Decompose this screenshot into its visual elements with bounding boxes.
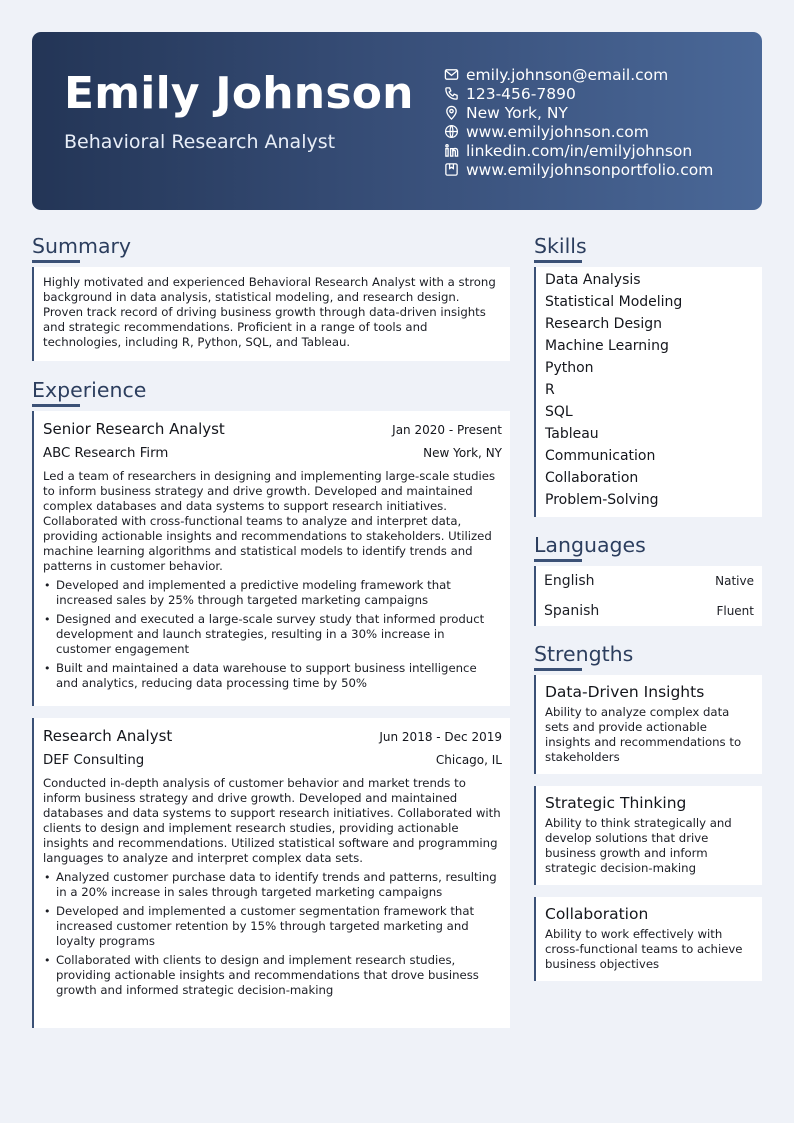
phone-icon (443, 86, 459, 102)
strength-title: Data-Driven Insights (545, 683, 705, 701)
job-header (43, 420, 502, 438)
skill-item: Statistical Modeling (545, 294, 683, 310)
contact-website[interactable] (443, 122, 713, 141)
job-description: Conducted in-depth analysis of customer behavior and market trends to inform business strategy and drive growth. Developed and maintained databases and data systems to support research initiatives. Collaborated with clients to design and implement research studies, providing actionable insights and recommendations. Utilized statistical software and programming languages to analyze and interpret complex data sets. (43, 776, 501, 865)
list-item: • Designed and executed a large-scale survey study that informed product development and launch strategies, resulting in a 30% increase in customer engagement (43, 612, 502, 657)
candidate-role: Behavioral Research Analyst (64, 131, 336, 153)
skill-item: SQL (545, 404, 573, 420)
language-card (534, 596, 762, 626)
summary-text: Highly motivated and experienced Behavioral Research Analyst with a strong background in data analysis, statistical modeling, and research design. Proven track record of driving business growth through data-driven insights and strategic recommendations. Proficient in a range of tools and technologies, including R, Python, SQL, and Tableau. (43, 275, 496, 349)
linkedin-icon (443, 143, 459, 159)
job-card (32, 718, 510, 1028)
language-level: Fluent (716, 604, 754, 618)
language-name: English (544, 573, 595, 589)
job-location: New York, NY (423, 446, 502, 460)
strength-description: Ability to work effectively with cross-functional teams to achieve business objectives (545, 927, 743, 971)
language-row (536, 566, 762, 596)
portfolio-icon (443, 162, 459, 178)
contact-email[interactable] (443, 65, 713, 84)
languages-underline (534, 559, 582, 562)
skill-item: Python (545, 360, 594, 376)
job-subheader (43, 446, 502, 461)
job-location: Chicago, IL (435, 753, 502, 767)
job-achievements (43, 870, 502, 998)
globe-icon (443, 124, 459, 140)
language-row (536, 596, 762, 626)
strength-title: Collaboration (545, 905, 649, 923)
language-level: Native (715, 574, 754, 588)
contact-text: linkedin.com/in/emilyjohnson (466, 141, 693, 160)
skill-item: Problem-Solving (545, 492, 659, 508)
strength-description: Ability to think strategically and develop solutions that drive business growth and inform strategic decision-making (545, 816, 732, 875)
job-header (43, 727, 502, 745)
languages-heading: Languages (534, 533, 646, 557)
job-company: DEF Consulting (43, 753, 145, 768)
job-dates: Jun 2018 - Dec 2019 (379, 730, 502, 744)
skills-heading: Skills (534, 234, 587, 258)
list-item: • Developed and implemented a customer segmentation framework that increased customer retention by 15% through targeted marketing and loyalty programs (43, 904, 502, 949)
contact-text: 123-456-7890 (466, 84, 576, 103)
mail-icon (443, 67, 459, 83)
skills-card (534, 267, 762, 517)
job-achievements (43, 578, 502, 691)
summary-heading: Summary (32, 234, 132, 258)
list-item: • Analyzed customer purchase data to identify trends and patterns, resulting in a 20% increase in sales through targeted marketing campaigns (43, 870, 502, 900)
resume-header (32, 32, 762, 210)
experience-underline (32, 404, 80, 407)
job-company: ABC Research Firm (43, 446, 169, 461)
list-item: • Collaborated with clients to design and implement research studies, providing actionable insights and recommendations that drove business growth and informed strategic decision-making (43, 953, 502, 998)
contact-text: New York, NY (466, 103, 568, 122)
skill-item: Machine Learning (545, 338, 669, 354)
language-card (534, 566, 762, 596)
list-item: • Built and maintained a data warehouse to support business intelligence and analytics, reducing data processing time by 50% (43, 661, 502, 691)
candidate-name: Emily Johnson (64, 68, 414, 119)
strength-description: Ability to analyze complex data sets and provide actionable insights and recommendations to stakeholders (545, 705, 742, 764)
skill-item: Communication (545, 448, 656, 464)
job-subheader (43, 753, 502, 768)
contact-text: emily.johnson@email.com (466, 65, 669, 84)
strength-title: Strategic Thinking (545, 794, 687, 812)
job-card (32, 411, 510, 706)
skill-item: Research Design (545, 316, 663, 332)
strength-card (534, 786, 762, 885)
experience-heading: Experience (32, 378, 147, 402)
contact-text: www.emilyjohnsonportfolio.com (466, 160, 714, 179)
skill-item: Data Analysis (545, 272, 641, 288)
location-pin-icon (443, 105, 459, 121)
skill-item: Collaboration (545, 470, 639, 486)
skill-item: R (545, 382, 555, 398)
job-description: Led a team of researchers in designing and implementing large-scale studies to inform business strategy and drive growth. Developed and maintained complex databases and data systems to support research initiatives. Collaborated with cross-functional teams to analyze and interpret data, providing actionable insights and recommendations to stakeholders. Utilized machine learning algorithms and statistical models to identify trends and patterns in customer behavior. (43, 469, 496, 573)
skill-item: Tableau (545, 426, 599, 442)
contact-location (443, 103, 713, 122)
summary-underline (32, 260, 80, 263)
skills-underline (534, 260, 582, 263)
strengths-heading: Strengths (534, 642, 634, 666)
language-name: Spanish (544, 603, 600, 619)
contact-list (443, 65, 713, 179)
strength-card (534, 675, 762, 774)
summary-card (32, 267, 510, 361)
contact-linkedin[interactable] (443, 141, 713, 160)
list-item: • Developed and implemented a predictive modeling framework that increased sales by 25% through targeted marketing campaigns (43, 578, 502, 608)
contact-phone[interactable] (443, 84, 713, 103)
job-title: Senior Research Analyst (43, 420, 225, 438)
strength-card (534, 897, 762, 981)
job-dates: Jan 2020 - Present (392, 423, 502, 437)
contact-text: www.emilyjohnson.com (466, 122, 649, 141)
contact-portfolio[interactable] (443, 160, 713, 179)
strengths-underline (534, 668, 582, 671)
job-title: Research Analyst (43, 727, 173, 745)
